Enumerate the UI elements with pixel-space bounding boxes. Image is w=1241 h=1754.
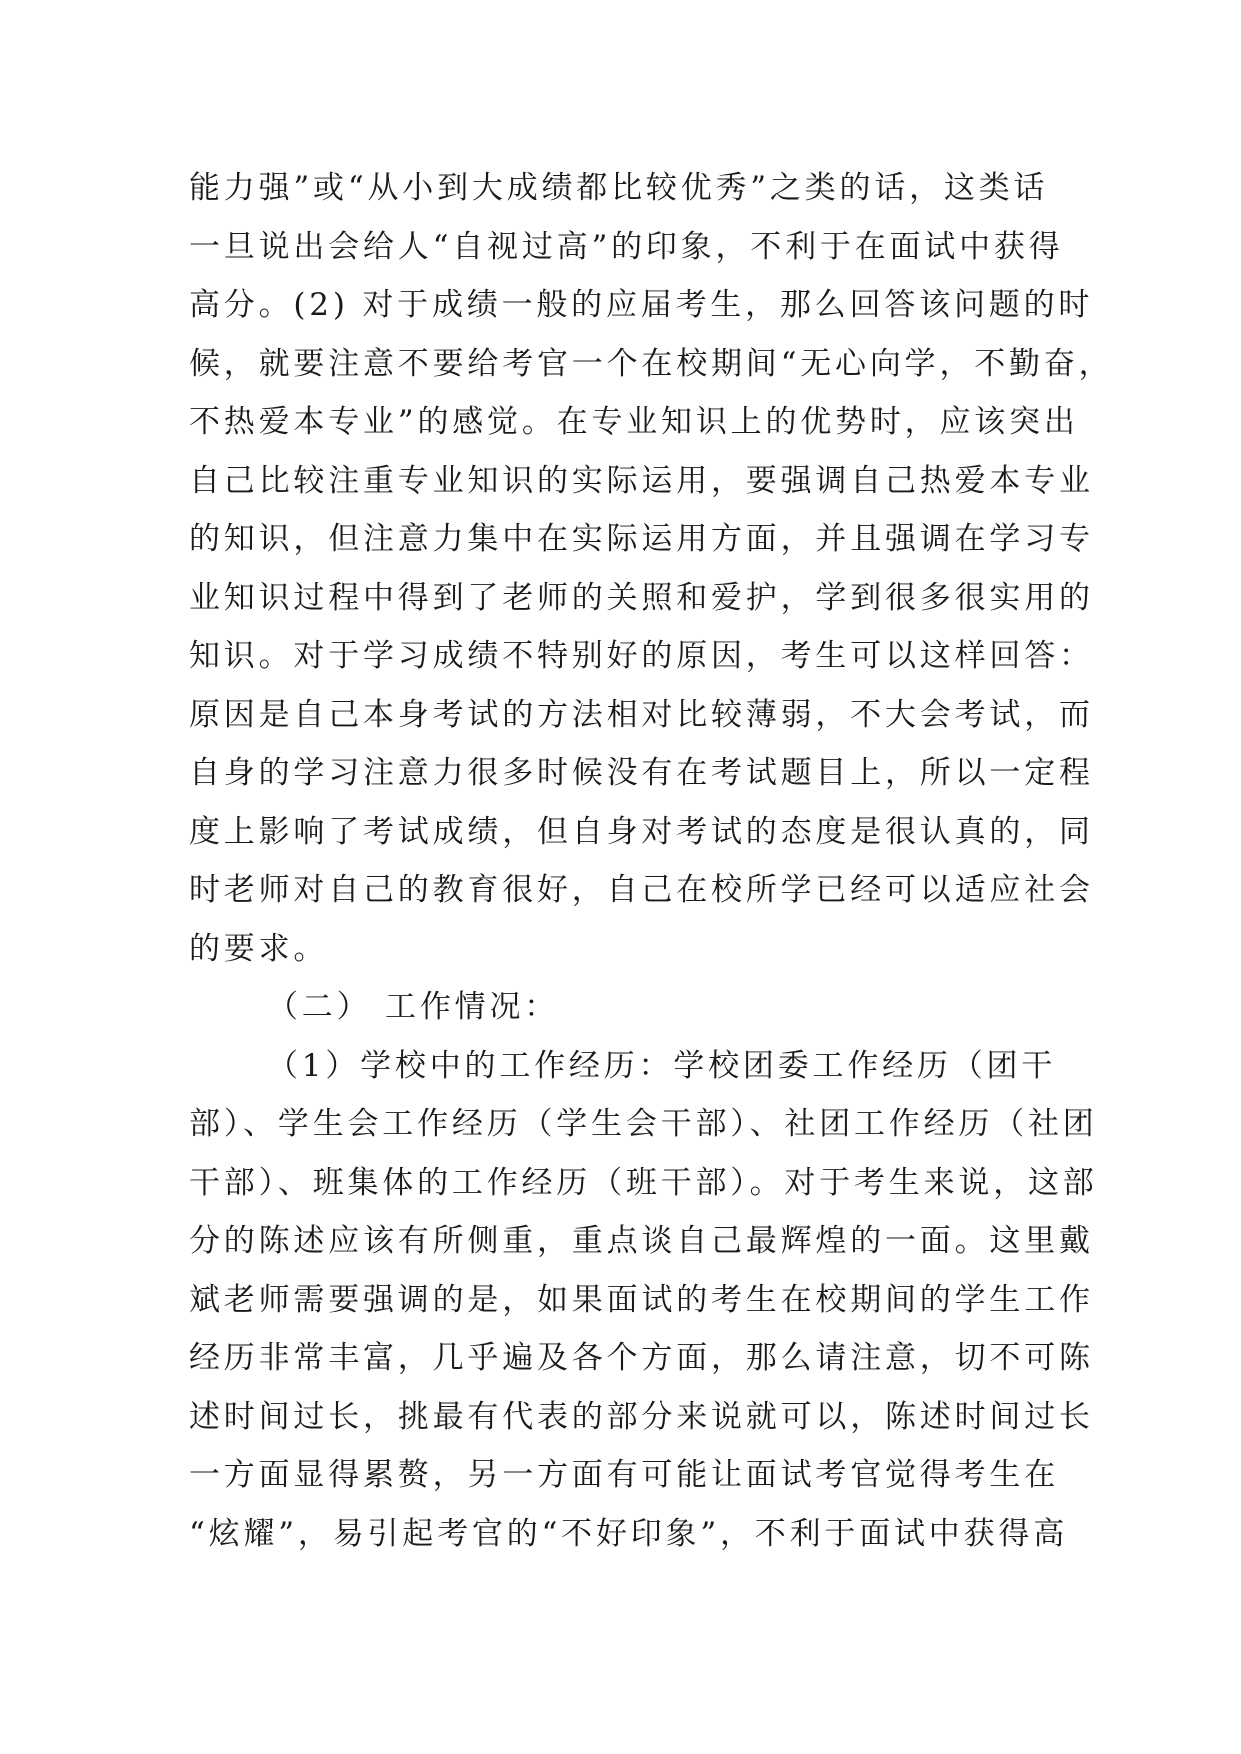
text-line: 高分。(2) 对于成绩一般的应届考生，那么回答该问题的时 xyxy=(189,287,1094,323)
text-line: （1）学校中的工作经历：学校团委工作经历（团干 xyxy=(267,1047,1057,1084)
text-line: 斌老师需要强调的是，如果面试的考生在校期间的学生工作 xyxy=(189,1281,1094,1318)
text-line: 一旦说出会给人“自视过高”的印象，不利于在面试中获得 xyxy=(189,228,1064,265)
text-line: 时老师对自己的教育很好，自己在校所学已经可以适应社会 xyxy=(189,872,1094,908)
text-line: 干部）、班集体的工作经历（班干部）。对于考生来说，这部 xyxy=(189,1164,1098,1201)
section-heading: （二） 工作情况： xyxy=(267,989,560,1025)
text-line: 原因是自己本身考试的方法相对比较薄弱，不大会考试，而 xyxy=(189,696,1094,733)
text-line: 部）、学生会工作经历（学生会干部）、社团工作经历（社团 xyxy=(189,1106,1098,1142)
text-line: 能力强”或“从小到大成绩都比较优秀”之类的话，这类话 xyxy=(189,170,1049,206)
text-line: 业知识过程中得到了老师的关照和爱护，学到很多很实用的 xyxy=(189,579,1094,616)
text-line: 候，就要注意不要给考官一个在校期间“无心向学，不勤奋， xyxy=(189,345,1114,382)
text-line: 经历非常丰富，几乎遍及各个方面，那么请注意，切不可陈 xyxy=(189,1340,1094,1376)
document-body xyxy=(189,159,1114,1563)
text-line: 的要求。 xyxy=(189,930,329,967)
text-line: 述时间过长，挑最有代表的部分来说就可以，陈述时间过长 xyxy=(189,1398,1094,1435)
text-line: 分的陈述应该有所侧重，重点谈自己最辉煌的一面。这里戴 xyxy=(189,1223,1094,1259)
text-line: 不热爱本专业”的感觉。在专业知识上的优势时，应该突出 xyxy=(189,404,1079,440)
text-line: 一方面显得累赘，另一方面有可能让面试考官觉得考生在 xyxy=(189,1457,1059,1493)
text-line: 度上影响了考试成绩，但自身对考试的态度是很认真的，同 xyxy=(189,813,1094,850)
text-line: 自身的学习注意力很多时候没有在考试题目上，所以一定程 xyxy=(189,755,1094,791)
text-line: 的知识，但注意力集中在实际运用方面，并且强调在学习专 xyxy=(189,521,1094,557)
text-line: 知识。对于学习成绩不特别好的原因，考生可以这样回答： xyxy=(189,638,1094,674)
text-line: “炫耀”，易引起考官的“不好印象”，不利于面试中获得高 xyxy=(189,1515,1068,1552)
text-line: 自己比较注重专业知识的实际运用，要强调自己热爱本专业 xyxy=(189,462,1094,499)
